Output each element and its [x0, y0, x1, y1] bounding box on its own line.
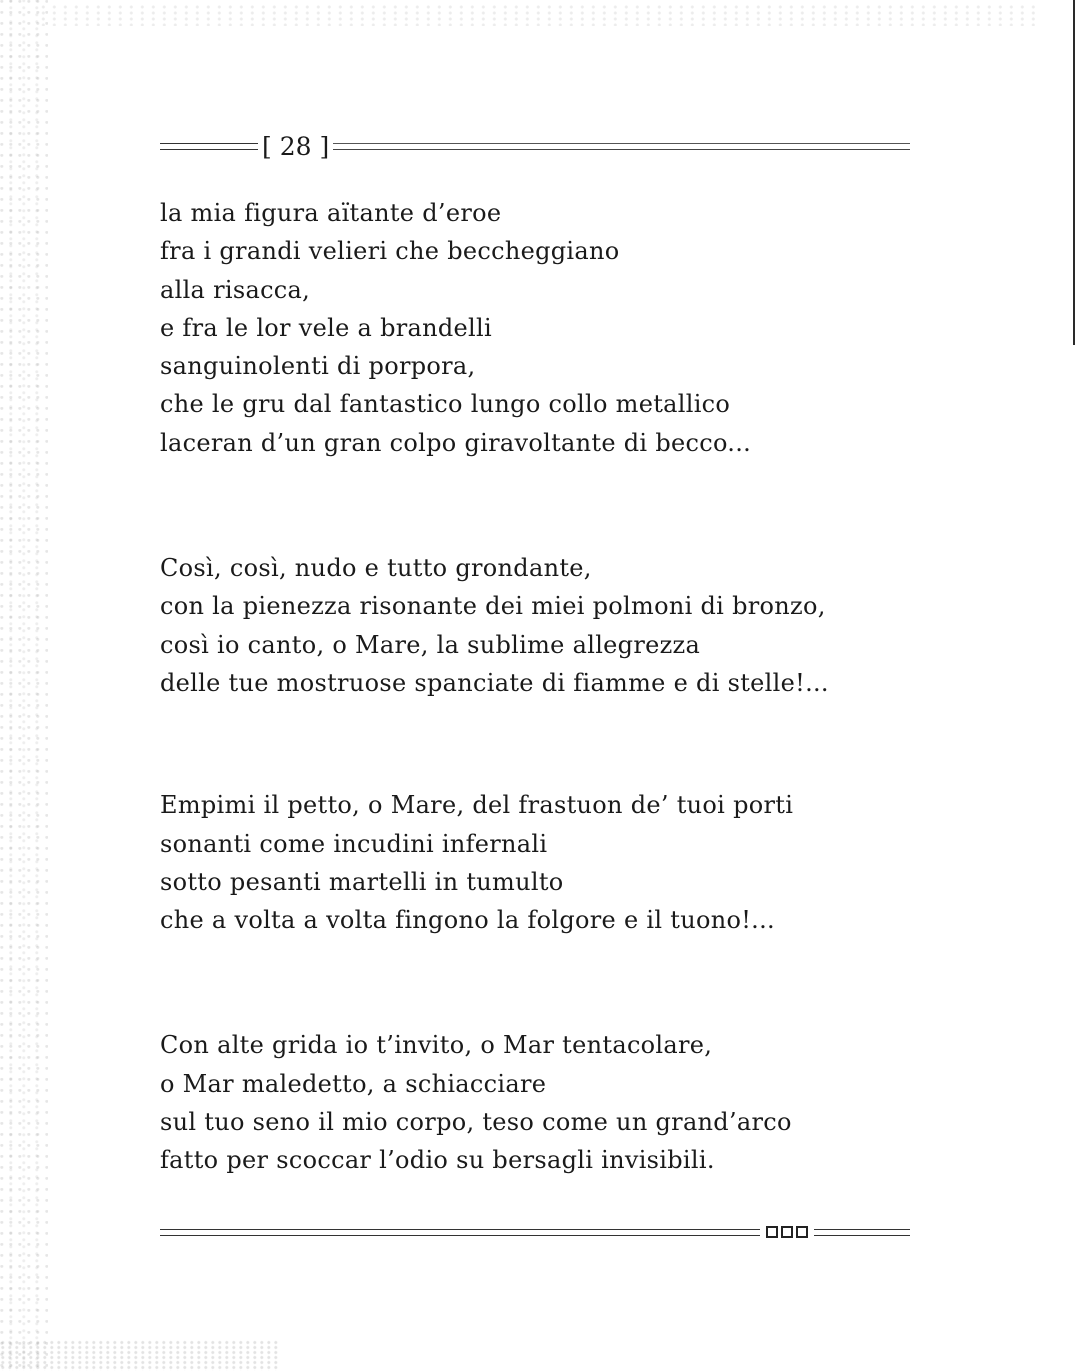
stanza-3 — [160, 786, 920, 939]
verse-line: fatto per scoccar l’odio su bersagli invisibili. — [160, 1146, 715, 1175]
verse-line: Empimi il petto, o Mare, del frastuon de’ tuoi porti — [160, 791, 794, 820]
verse-line: sotto pesanti martelli in tumulto — [160, 867, 564, 896]
verse-line: sul tuo seno il mio corpo, teso come un grand’arco — [160, 1108, 792, 1137]
verse-line: sanguinolenti di porpora, — [160, 352, 476, 381]
verse-line: e fra le lor vele a brandelli — [160, 313, 492, 342]
ornament-box-icon — [781, 1226, 793, 1238]
verse-line: che le gru dal fantastico lungo collo metallico — [160, 390, 731, 419]
stanza-1 — [160, 194, 920, 462]
page-edge-line — [1073, 0, 1075, 345]
footer-ornament — [160, 1222, 910, 1242]
ornament-box-icon — [796, 1226, 808, 1238]
poem-body — [160, 194, 920, 1180]
scan-noise-bottom — [0, 1340, 280, 1371]
ornament-box-icon — [766, 1226, 778, 1238]
scan-noise-left — [0, 0, 48, 1371]
scan-noise-top — [40, 4, 1040, 26]
page-header — [160, 128, 910, 164]
verse-line: Così, così, nudo e tutto grondante, — [160, 554, 592, 583]
verse-line: laceran d’un gran colpo giravoltante di becco... — [160, 428, 752, 457]
footer-rule-right — [814, 1229, 910, 1236]
header-rule-left — [160, 143, 258, 150]
verse-line: con la pienezza risonante dei miei polmoni di bronzo, — [160, 592, 826, 621]
stanza-2 — [160, 549, 920, 702]
three-box-ornament — [760, 1226, 814, 1238]
verse-line: la mia figura aïtante d’eroe — [160, 199, 502, 227]
verse-line: alla risacca, — [160, 275, 311, 304]
verse-line: così io canto, o Mare, la sublime allegrezza — [160, 630, 701, 659]
header-rule-right — [333, 143, 910, 150]
stanza-4 — [160, 1026, 920, 1179]
page-number: [ 28 ] — [262, 131, 330, 161]
verse-line: o Mar maledetto, a schiacciare — [160, 1069, 547, 1098]
verse-line: sonanti come incudini infernali — [160, 829, 548, 858]
verse-line: Con alte grida io t’invito, o Mar tentacolare, — [160, 1031, 713, 1060]
verse-line: delle tue mostruose spanciate di fiamme e di stelle!... — [160, 668, 829, 697]
verse-line: fra i grandi velieri che beccheggiano — [160, 237, 620, 266]
footer-rule-left — [160, 1229, 760, 1236]
verse-line: che a volta a volta fingono la folgore e il tuono!... — [160, 906, 775, 935]
